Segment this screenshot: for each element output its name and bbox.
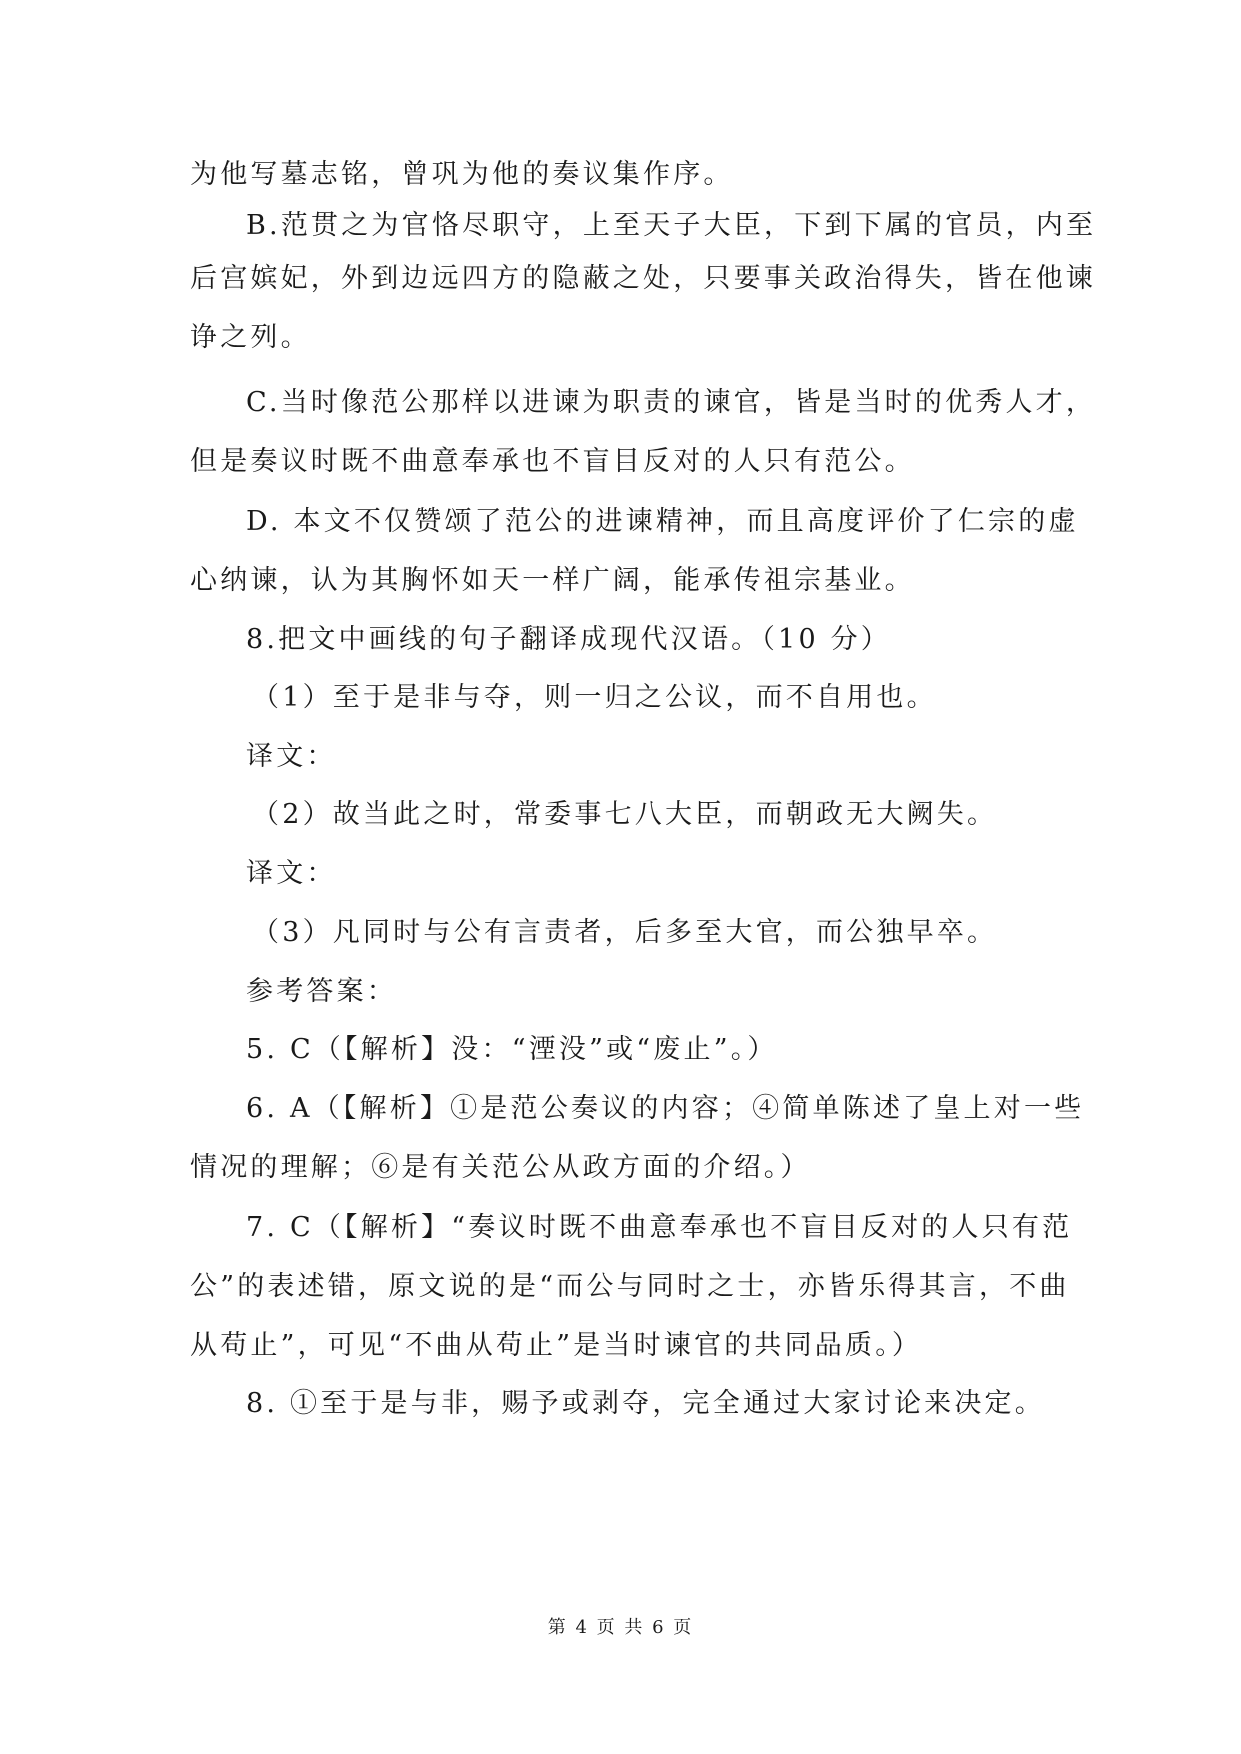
answer-key-heading: 参考答案： xyxy=(246,976,397,1007)
option-b-line: B.范贯之为官恪尽职守，上至天子大臣，下到下属的官员，内至 xyxy=(246,210,1097,241)
text-line: 诤之列。 xyxy=(190,322,311,353)
text-line: 后宫嫔妃，外到边远四方的隐蔽之处，只要事关政治得失，皆在他谏 xyxy=(190,263,1096,294)
text-line: 为他写墓志铭，曾巩为他的奏议集作序。 xyxy=(190,159,734,190)
text-line: 但是奏议时既不曲意奉承也不盲目反对的人只有范公。 xyxy=(190,446,915,477)
option-c-line: C.当时像范公那样以进谏为职责的谏官，皆是当时的优秀人才， xyxy=(246,387,1097,418)
answer-5: 5. C（【解析】没：“湮没”或“废止”。） xyxy=(246,1034,778,1065)
text-line: 公”的表述错，原文说的是“而公与同时之士，亦皆乐得其言，不曲 xyxy=(190,1271,1070,1302)
text-line: 心纳谏，认为其胸怀如天一样广阔，能承传祖宗基业。 xyxy=(190,565,915,596)
text-line: 情况的理解；⑥是有关范公从政方面的介绍。） xyxy=(190,1152,811,1183)
answer-6: 6. A（【解析】①是范公奏议的内容；④简单陈述了皇上对一些 xyxy=(246,1093,1085,1124)
sentence-2: （2）故当此之时，常委事七八大臣，而朝政无大阙失。 xyxy=(252,799,998,830)
sentence-1: （1）至于是非与夺，则一归之公议，而不自用也。 xyxy=(252,682,937,713)
text-line: 从苟止”，可见“不曲从苟止”是当时谏官的共同品质。） xyxy=(190,1330,923,1361)
option-d-line: D. 本文不仅赞颂了范公的进谏精神，而且高度评价了仁宗的虚 xyxy=(246,506,1079,537)
answer-7: 7. C（【解析】“奏议时既不曲意奉承也不盲目反对的人只有范 xyxy=(246,1212,1073,1243)
translation-label: 译文： xyxy=(246,858,337,889)
question-8-heading: 8.把文中画线的句子翻译成现代汉语。（10 分） xyxy=(246,624,891,655)
translation-label: 译文： xyxy=(246,741,337,772)
answer-8: 8. ①至于是与非，赐予或剥夺，完全通过大家讨论来决定。 xyxy=(246,1388,1045,1419)
sentence-3: （3）凡同时与公有言责者，后多至大官，而公独早卒。 xyxy=(252,917,998,948)
page-footer: 第 4 页 共 6 页 xyxy=(547,1617,694,1638)
